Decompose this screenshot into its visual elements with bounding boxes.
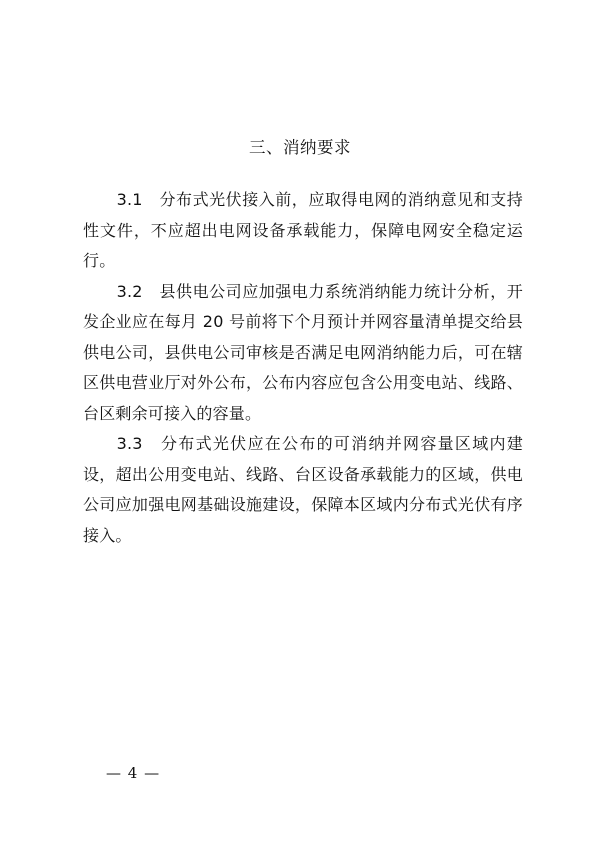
page-number: — 4 — xyxy=(106,764,161,782)
section-heading: 三、消纳要求 xyxy=(249,138,351,157)
paragraph-3-1: 3.1 分布式光伏接入前，应取得电网的消纳意见和支持性文件，不应超出电网设备承载能力，保障电网安全稳定运行。 xyxy=(83,190,523,270)
paragraph-3-2: 3.2 县供电公司应加强电力系统消纳能力统计分析，开发企业应在每月 20 号前将下个月预计并网容量清单提交给县供电公司，县供电公司审核是否满足电网消纳能力后，可在辖区供电营业厅对外公布，公布内容应包含公用变电站、线路、台区剩余可接入的容量。 xyxy=(83,281,523,423)
paragraph-3-3: 3.3 分布式光伏应在公布的可消纳并网容量区域内建设，超出公用变电站、线路、台区设备承载能力的区域，供电公司应加强电网基础设施建设，保障本区域内分布式光伏有序接入。 xyxy=(83,434,523,545)
document-body xyxy=(83,185,523,551)
